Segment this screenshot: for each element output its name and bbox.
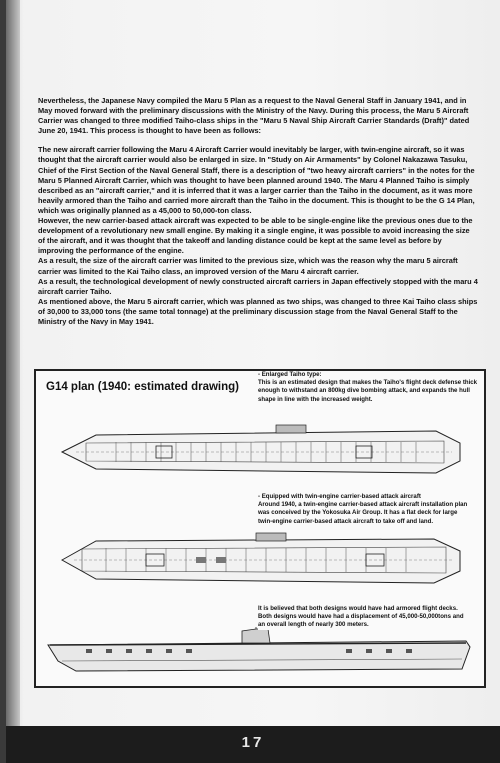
binding-shadow: [6, 0, 20, 763]
paragraph: As mentioned above, the Maru 5 aircraft carrier, which was planned as two ships, was changed to three Kai Taiho class ships of 30,000 to 33,000 tons (the same total tonnage) at the preliminary discussion stage from the Naval General Staff to the Ministry of the Navy in May 1941.: [38, 296, 478, 326]
paragraph: Nevertheless, the Japanese Navy compiled the Maru 5 Plan as a request to the Naval General Staff in January 1941, and in May moved forward with the preliminary discussions with the Ministry of the Navy. During this process, the Maru 5 Aircraft Carrier was changed to three modified Taiho-class ships in the "Maru 5 Naval Ship Aircraft Carrier Standards (Draft)" dated June 20, 1941. This process is thought to have been as follows:: [38, 96, 470, 136]
figure-title: G14 plan (1940: estimated drawing): [46, 381, 240, 393]
side-profile-drawing: [46, 627, 474, 677]
paragraph: However, the new carrier-based attack aircraft was expected to be able to be single-engine like the previous ones due to the development of a revolutionary new small engine. By making it a single engine, it was possible to avoid increasing the size of the aircraft, and it was thought that the takeoff and landing distance could be kept at the same level as before by improving the performance of the engine.: [38, 216, 473, 256]
note-enlarged-taiho: - Enlarged Taiho type: This is an estimated design that makes the Taiho's flight deck defense thick enough to withstand an 800kg dive bombing attack, and expands the hull shape in line with the increased weight.: [258, 371, 480, 404]
enlarged-taiho-top-view-drawing: [56, 423, 466, 481]
paragraph: As a result, the size of the aircraft carrier was limited to the previous size, which was the reason why the maru 5 aircraft carrier was limited to the Kai Taiho class, an improved version of the Maru 4 aircraft carrier.: [38, 256, 458, 276]
page-number: 17: [241, 734, 265, 751]
ship-drawing-figure: [34, 369, 486, 688]
page-footer: [6, 726, 500, 763]
paragraph: As a result, the technological development of newly constructed aircraft carriers in Japan effectively stopped with the maru 4 aircraft carrier Taiho.: [38, 276, 478, 296]
note-twin-engine-plan: - Equipped with twin-engine carrier-based attack aircraft Around 1940, a twin-engine carrier-based attack aircraft installation plan was conceived by the Yokosuka Air Group. It has a flat deck for large twin-engine carrier-based attack aircraft to take off and land.: [258, 493, 468, 525]
paragraph: The new aircraft carrier following the Maru 4 Aircraft Carrier would inevitably be larger, with twin-engine aircraft, so it was thought that the aircraft carrier would also be enlarged in size. In "Study on Air Armaments" by Colonel Nakazawa Tasuku, Chief of the First Section of the Naval General Staff, there is a description of "two heavy aircraft carriers" in the notes for the Maru 5 Planned Aircraft Carrier, which was thought to have been planned around 1940. The Maru 4 Planned Taiho is simply described as an "aircraft carrier," and it is inferred that it was a larger carrier than the Taiho in the document, as it was more heavily armored than the Taiho and carried more aircraft than the Taiho in the document. This is thought to be the G 14 Plan, which was originally planned as a 45,000 to 50,000-ton class.: [38, 145, 475, 215]
note-armored-decks: It is believed that both designs would have had armored flight decks. Both designs would have had a displacement of 45,000-50,000tons and an overall length of nearly 300 meters.: [258, 605, 470, 630]
article-text: [38, 96, 478, 327]
twin-engine-plan-top-view-drawing: [56, 529, 466, 591]
